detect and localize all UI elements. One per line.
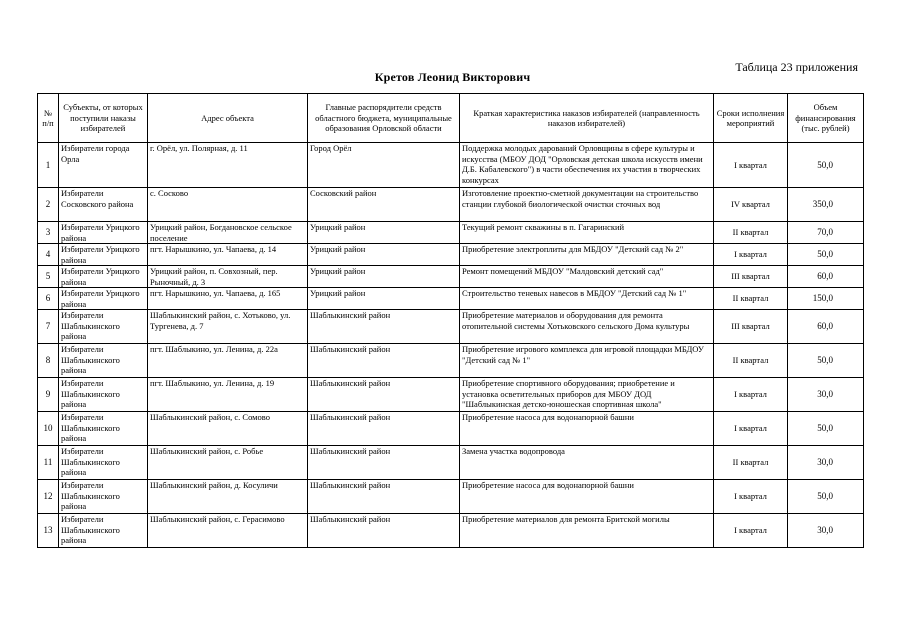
cell-budget-manager: Город Орёл	[308, 143, 460, 188]
cell-budget-manager: Шаблыкинский район	[308, 344, 460, 378]
cell-subject: Избиратели Шаблыкинского района	[59, 480, 148, 514]
cell-description: Поддержка молодых дарований Орловщины в сфере культуры и искусства (МБОУ ДОД "Орловская детская школа искусств имени Д.Б. Кабалевского") в части обеспечения их участия в творческих конкурсах	[460, 143, 714, 188]
cell-description: Приобретение материалов и оборудования для ремонта отопительной системы Хотьковского сельского Дома культуры	[460, 310, 714, 344]
cell-description: Строительство теневых навесов в МБДОУ "Детский сад № 1"	[460, 288, 714, 310]
cell-amount: 60,0	[788, 266, 864, 288]
cell-address: Шаблыкинский район, с. Герасимово	[148, 514, 308, 548]
cell-address: пгт. Нарышкино, ул. Чапаева, д. 14	[148, 244, 308, 266]
table-row	[38, 480, 864, 514]
cell-amount: 70,0	[788, 222, 864, 244]
cell-address: г. Орёл, ул. Полярная, д. 11	[148, 143, 308, 188]
column-header-term: Сроки исполнения мероприятий	[714, 94, 788, 143]
cell-number: 6	[38, 288, 59, 310]
cell-term: II квартал	[714, 222, 788, 244]
cell-number: 3	[38, 222, 59, 244]
table-row	[38, 266, 864, 288]
cell-address: пгт. Нарышкино, ул. Чапаева, д. 165	[148, 288, 308, 310]
cell-term: I квартал	[714, 378, 788, 412]
cell-address: Шаблыкинский район, с. Хотьково, ул. Тургенева, д. 7	[148, 310, 308, 344]
cell-subject: Избиратели Урицкого района	[59, 288, 148, 310]
cell-amount: 350,0	[788, 188, 864, 222]
cell-description: Изготовление проектно-сметной документации на строительство станции глубокой биологической очистки сточных вод	[460, 188, 714, 222]
cell-amount: 50,0	[788, 143, 864, 188]
cell-budget-manager: Сосковский район	[308, 188, 460, 222]
cell-subject: Избиратели Шаблыкинского района	[59, 446, 148, 480]
cell-term: IV квартал	[714, 188, 788, 222]
cell-budget-manager: Шаблыкинский район	[308, 412, 460, 446]
orders-table	[37, 93, 864, 548]
cell-description: Приобретение спортивного оборудования; приобретение и установка осветительных приборов для МБОУ ДОД "Шаблыкинская детско-юношеская спортивная школа"	[460, 378, 714, 412]
cell-amount: 30,0	[788, 514, 864, 548]
cell-number: 5	[38, 266, 59, 288]
table-row	[38, 310, 864, 344]
table-row	[38, 222, 864, 244]
cell-subject: Избиратели Шаблыкинского района	[59, 412, 148, 446]
cell-number: 11	[38, 446, 59, 480]
cell-budget-manager: Шаблыкинский район	[308, 514, 460, 548]
column-header-address: Адрес объекта	[148, 94, 308, 143]
cell-amount: 50,0	[788, 244, 864, 266]
cell-description: Приобретение насоса для водонапорной башни	[460, 412, 714, 446]
table-row	[38, 412, 864, 446]
person-name: Кретов Леонид Викторович	[374, 70, 531, 84]
cell-number: 2	[38, 188, 59, 222]
cell-address: Шаблыкинский район, с. Робье	[148, 446, 308, 480]
cell-budget-manager: Шаблыкинский район	[308, 446, 460, 480]
table-row	[38, 188, 864, 222]
cell-amount: 60,0	[788, 310, 864, 344]
table-row	[38, 446, 864, 480]
cell-subject: Избиратели Шаблыкинского района	[59, 344, 148, 378]
cell-description: Замена участка водопровода	[460, 446, 714, 480]
cell-address: Шаблыкинский район, с. Сомово	[148, 412, 308, 446]
cell-amount: 50,0	[788, 344, 864, 378]
cell-budget-manager: Урицкий район	[308, 266, 460, 288]
table-row	[38, 288, 864, 310]
cell-subject: Избиратели Шаблыкинского района	[59, 378, 148, 412]
cell-term: I квартал	[714, 480, 788, 514]
cell-term: II квартал	[714, 344, 788, 378]
cell-amount: 30,0	[788, 446, 864, 480]
cell-number: 8	[38, 344, 59, 378]
table-body	[38, 143, 864, 548]
table-row	[38, 344, 864, 378]
cell-amount: 50,0	[788, 480, 864, 514]
cell-budget-manager: Шаблыкинский район	[308, 310, 460, 344]
table-header-row	[38, 94, 864, 143]
cell-term: I квартал	[714, 412, 788, 446]
appendix-label: Таблица 23 приложения	[735, 60, 858, 74]
column-header-amount: Объем финансирования (тыс. рублей)	[788, 94, 864, 143]
cell-subject: Избиратели Урицкого района	[59, 266, 148, 288]
cell-subject: Избиратели Шаблыкинского района	[59, 310, 148, 344]
column-header-number: № п/п	[38, 94, 59, 143]
cell-number: 7	[38, 310, 59, 344]
cell-subject: Избиратели Сосковского района	[59, 188, 148, 222]
column-header-description: Краткая характеристика наказов избирателей (направленность наказов избирателей)	[460, 94, 714, 143]
cell-term: III квартал	[714, 266, 788, 288]
cell-amount: 30,0	[788, 378, 864, 412]
cell-description: Приобретение материалов для ремонта Бритской могилы	[460, 514, 714, 548]
cell-budget-manager: Урицкий район	[308, 288, 460, 310]
table-row	[38, 143, 864, 188]
cell-term: I квартал	[714, 143, 788, 188]
cell-budget-manager: Шаблыкинский район	[308, 480, 460, 514]
table-row	[38, 244, 864, 266]
cell-term: III квартал	[714, 310, 788, 344]
cell-budget-manager: Урицкий район	[308, 244, 460, 266]
cell-address: пгт. Шаблыкино, ул. Ленина, д. 22а	[148, 344, 308, 378]
column-header-budget-manager: Главные распорядители средств областного бюджета, муниципальные образования Орловской области	[308, 94, 460, 143]
cell-address: Шаблыкинский район, д. Косуличи	[148, 480, 308, 514]
column-header-subject: Субъекты, от которых поступили наказы избирателей	[59, 94, 148, 143]
cell-description: Приобретение электроплиты для МБДОУ "Детский сад № 2"	[460, 244, 714, 266]
cell-subject: Избиратели города Орла	[59, 143, 148, 188]
cell-term: II квартал	[714, 446, 788, 480]
cell-number: 10	[38, 412, 59, 446]
cell-subject: Избиратели Урицкого района	[59, 244, 148, 266]
cell-description: Текущий ремонт скважины в п. Гагаринский	[460, 222, 714, 244]
cell-address: с. Сосково	[148, 188, 308, 222]
cell-subject: Избиратели Шаблыкинского района	[59, 514, 148, 548]
cell-address: Урицкий район, п. Совхозный, пер. Рыночный, д. 3	[148, 266, 308, 288]
cell-number: 13	[38, 514, 59, 548]
cell-number: 9	[38, 378, 59, 412]
cell-description: Приобретение игрового комплекса для игровой площадки МБДОУ "Детский сад № 1"	[460, 344, 714, 378]
cell-number: 12	[38, 480, 59, 514]
cell-description: Приобретение насоса для водонапорной башни	[460, 480, 714, 514]
cell-term: I квартал	[714, 244, 788, 266]
table-row	[38, 514, 864, 548]
cell-subject: Избиратели Урицкого района	[59, 222, 148, 244]
cell-number: 4	[38, 244, 59, 266]
table-row	[38, 378, 864, 412]
cell-address: пгт. Шаблыкино, ул. Ленина, д. 19	[148, 378, 308, 412]
cell-budget-manager: Урицкий район	[308, 222, 460, 244]
cell-budget-manager: Шаблыкинский район	[308, 378, 460, 412]
cell-term: I квартал	[714, 514, 788, 548]
cell-amount: 50,0	[788, 412, 864, 446]
cell-amount: 150,0	[788, 288, 864, 310]
cell-term: II квартал	[714, 288, 788, 310]
cell-description: Ремонт помещений МБДОУ "Малдовский детский сад"	[460, 266, 714, 288]
cell-address: Урицкий район, Богдановское сельское поселение	[148, 222, 308, 244]
cell-number: 1	[38, 143, 59, 188]
